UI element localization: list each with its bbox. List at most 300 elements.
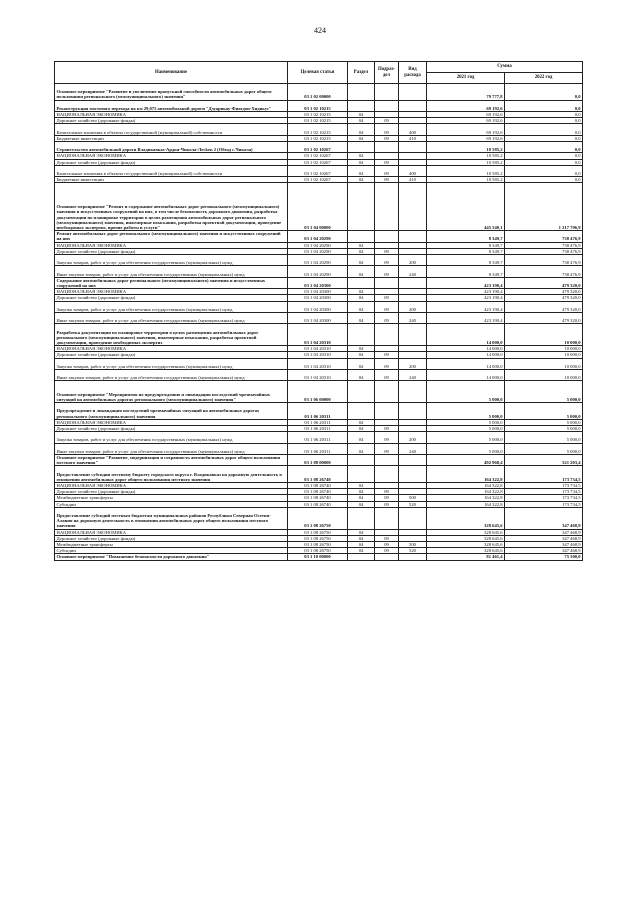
cell-section [348,84,375,101]
table-row [55,231,583,242]
cell-section: 04 [348,352,375,358]
cell-name: Капитальные вложения в объекты государственной (муниципальной) собственности [55,165,288,176]
cell-sum-2021: 8 349,7 [427,242,505,248]
cell-target: 03 1 06 20311 [288,443,348,454]
cell-sum-2022: 173 734,5 [505,482,583,488]
cell-target: 03 1 08 26740 [288,489,348,495]
cell-target: 03 1 04 20290 [288,242,348,248]
cell-sum-2022: 75 500,0 [505,554,583,560]
cell-sum-2022: 0,0 [505,177,583,183]
cell-section: 04 [348,266,375,277]
cell-section: 04 [348,346,375,352]
cell-sum-2021: 328 645,6 [427,507,505,529]
cell-sum-2021: 14 000,0 [427,324,505,346]
cell-section: 04 [348,118,375,124]
cell-target: 03 1 04 20310 [288,358,348,369]
cell-section: 04 [348,153,375,159]
cell-expense-type: 200 [399,301,427,312]
cell-section: 04 [348,432,375,443]
cell-expense-type: 520 [399,501,427,507]
cell-name: Дорожное хозяйство (дорожные фонды) [55,159,288,165]
cell-sum-2021: 5 000,0 [427,419,505,425]
table-row [55,141,583,152]
cell-name: НАЦИОНАЛЬНАЯ ЭКОНОМИКА [55,482,288,488]
cell-sum-2022: 5 000,0 [505,443,583,454]
cell-sum-2022: 0,0 [505,124,583,135]
cell-name: Закупка товаров, работ и услуг для обеспечения государственных (муниципальных) нужд [55,254,288,265]
cell-expense-type [399,141,427,152]
cell-section: 04 [348,295,375,301]
cell-sum-2021: 10 585,2 [427,153,505,159]
cell-sum-2021: 164 322,8 [427,466,505,483]
cell-sum-2021: 5 000,0 [427,443,505,454]
cell-sum-2021: 69 192,6 [427,100,505,111]
cell-target: 03 1 06 20311 [288,419,348,425]
cell-sum-2021: 328 645,6 [427,541,505,547]
cell-subsection: 09 [375,124,399,135]
cell-sum-2021: 328 645,6 [427,529,505,535]
cell-subsection [375,466,399,483]
cell-target: 03 1 04 20310 [288,324,348,346]
cell-sum-2022: 5 000,0 [505,381,583,403]
cell-name: Дорожное хозяйство (дорожные фонды) [55,248,288,254]
cell-target: 03 1 02 10215 [288,111,348,117]
table-row [55,165,583,176]
cell-sum-2022: 173 734,5 [505,489,583,495]
cell-sum-2021: 445 540,1 [427,183,505,231]
cell-subsection: 09 [375,425,399,431]
cell-expense-type [399,100,427,111]
cell-sum-2021: 69 192,6 [427,111,505,117]
cell-sum-2021: 14 000,0 [427,352,505,358]
cell-name: Предоставление субсидий местным бюджетам муниципальных районов Республики Северная Осетия-Алания на дорожную деятельность в отношении автомобильных дорог общего пользования местного значения [55,507,288,529]
cell-section [348,466,375,483]
cell-target: 03 1 04 00000 [288,183,348,231]
cell-sum-2022: 0,0 [505,141,583,152]
cell-name: Дорожное хозяйство (дорожные фонды) [55,118,288,124]
cell-expense-type: 200 [399,254,427,265]
cell-sum-2022: 173 734,5 [505,495,583,501]
cell-target: 03 1 04 20310 [288,352,348,358]
cell-sum-2021: 10 585,2 [427,141,505,152]
cell-target: 03 1 02 10267 [288,177,348,183]
cell-sum-2021: 423 190,4 [427,277,505,288]
cell-section [348,381,375,403]
cell-sum-2022: 347 468,9 [505,548,583,554]
cell-name: Иные закупки товаров, работ и услуг для обеспечения государственных (муниципальных) нужд [55,443,288,454]
cell-sum-2022: 0,0 [505,100,583,111]
cell-name: Иные закупки товаров, работ и услуг для обеспечения государственных (муниципальных) нужд [55,369,288,380]
cell-name: Основное мероприятие "Мероприятия по предупреждению и ликвидации последствий чрезвычайных ситуаций на автомобильных дорогах регионального (межмуниципального) значения" [55,381,288,403]
cell-subsection [375,403,399,420]
cell-sum-2022: 10 000,0 [505,346,583,352]
cell-subsection [375,84,399,101]
table-row [55,554,583,560]
cell-section: 04 [348,529,375,535]
cell-sum-2021: 69 192,6 [427,135,505,141]
cell-subsection: 09 [375,535,399,541]
cell-name: НАЦИОНАЛЬНАЯ ЭКОНОМИКА [55,153,288,159]
cell-sum-2022: 479 320,0 [505,289,583,295]
cell-name: Дорожное хозяйство (дорожные фонды) [55,489,288,495]
cell-subsection: 09 [375,358,399,369]
cell-section: 04 [348,289,375,295]
cell-name: НАЦИОНАЛЬНАЯ ЭКОНОМИКА [55,419,288,425]
cell-sum-2022: 738 476,9 [505,254,583,265]
cell-section [348,554,375,560]
cell-sum-2021: 69 192,6 [427,124,505,135]
cell-target: 03 1 02 10267 [288,165,348,176]
cell-target: 03 1 08 26750 [288,535,348,541]
cell-section: 04 [348,489,375,495]
cell-subsection [375,381,399,403]
cell-expense-type: 400 [399,124,427,135]
cell-expense-type [399,231,427,242]
cell-section: 04 [348,177,375,183]
cell-section: 04 [348,535,375,541]
cell-name: Предоставление субсидии местному бюджету городского округа г. Владикавказ на дорожную деятельность в отношении автомобильных дорог общего пользования местного значения [55,466,288,483]
cell-sum-2022: 173 734,5 [505,501,583,507]
cell-target: 03 1 08 26740 [288,495,348,501]
cell-section [348,231,375,242]
cell-name: НАЦИОНАЛЬНАЯ ЭКОНОМИКА [55,529,288,535]
table-row [55,324,583,346]
cell-target: 03 1 06 20311 [288,425,348,431]
cell-target: 03 1 04 20290 [288,254,348,265]
cell-sum-2022: 738 476,9 [505,248,583,254]
cell-target: 03 1 04 20300 [288,301,348,312]
cell-target: 03 1 06 20311 [288,403,348,420]
cell-name: Бюджетные инвестиции [55,135,288,141]
cell-sum-2022: 738 476,9 [505,242,583,248]
cell-subsection [375,554,399,560]
cell-section: 04 [348,124,375,135]
cell-subsection: 09 [375,541,399,547]
cell-subsection: 09 [375,301,399,312]
cell-name: Основное мероприятие "Развитие, модернизация и сохранность автомобильных дорог общего пользования местного значения" [55,454,288,465]
cell-expense-type [399,183,427,231]
cell-target: 03 1 08 26750 [288,507,348,529]
cell-sum-2022: 347 468,9 [505,541,583,547]
cell-name: Реконструкция мостового перехода на км 29,075 автомобильной дороги "Дзуарикау-Фиагдон-Хидикус" [55,100,288,111]
table-row [55,403,583,420]
table-row [55,381,583,403]
cell-sum-2021: 14 000,0 [427,369,505,380]
cell-expense-type: 200 [399,432,427,443]
cell-section: 04 [348,495,375,501]
cell-subsection: 09 [375,369,399,380]
table-row [55,358,583,369]
cell-subsection: 09 [375,489,399,495]
cell-sum-2022: 0,0 [505,165,583,176]
cell-subsection [375,231,399,242]
cell-sum-2021: 5 000,0 [427,432,505,443]
cell-sum-2021: 8 349,7 [427,248,505,254]
cell-sum-2021: 69 192,6 [427,118,505,124]
table-row [55,124,583,135]
cell-expense-type [399,554,427,560]
cell-section: 04 [348,369,375,380]
table-row [55,432,583,443]
cell-name: Межбюджетные трансферты [55,541,288,547]
cell-target: 03 1 08 26740 [288,466,348,483]
table-row [55,100,583,111]
cell-expense-type: 240 [399,312,427,323]
cell-sum-2022: 173 734,5 [505,466,583,483]
cell-section: 04 [348,443,375,454]
cell-section: 04 [348,312,375,323]
cell-sum-2022: 0,0 [505,159,583,165]
cell-sum-2022: 479 320,0 [505,295,583,301]
cell-sum-2021: 423 190,4 [427,312,505,323]
cell-sum-2022: 347 468,9 [505,507,583,529]
cell-section [348,277,375,288]
cell-target: 03 1 06 00000 [288,381,348,403]
cell-sum-2022: 738 476,9 [505,231,583,242]
header-target: Целевая статья [288,62,348,84]
cell-sum-2022: 479 320,0 [505,301,583,312]
cell-target: 03 1 08 26750 [288,541,348,547]
table-row [55,301,583,312]
cell-section: 04 [348,242,375,248]
cell-expense-type: 240 [399,443,427,454]
cell-sum-2021: 8 349,7 [427,254,505,265]
cell-section: 04 [348,135,375,141]
cell-sum-2021: 423 190,4 [427,295,505,301]
cell-name: Дорожное хозяйство (дорожные фонды) [55,535,288,541]
cell-section: 04 [348,548,375,554]
cell-name: НАЦИОНАЛЬНАЯ ЭКОНОМИКА [55,111,288,117]
cell-expense-type: 410 [399,135,427,141]
cell-sum-2021: 5 000,0 [427,403,505,420]
cell-name: Субсидии [55,548,288,554]
cell-sum-2022: 0,0 [505,84,583,101]
cell-name: Дорожное хозяйство (дорожные фонды) [55,295,288,301]
cell-target: 03 1 04 20300 [288,312,348,323]
cell-target: 03 1 02 10267 [288,159,348,165]
cell-subsection [375,100,399,111]
cell-sum-2022: 10 000,0 [505,369,583,380]
cell-sum-2021: 423 190,4 [427,289,505,295]
cell-sum-2022: 738 476,9 [505,266,583,277]
cell-target: 03 1 08 00000 [288,454,348,465]
header-section: Раздел [348,62,375,84]
cell-section: 04 [348,111,375,117]
cell-target: 03 1 04 20290 [288,248,348,254]
cell-name: Предупреждение и ликвидация последствий чрезвычайных ситуаций на автомобильных дорогах регионального (межмуниципального) значения [55,403,288,420]
cell-section: 04 [348,301,375,312]
header-year-2021: 2021 год [427,73,505,84]
cell-sum-2021: 164 322,8 [427,495,505,501]
table-row [55,183,583,231]
cell-sum-2021: 79 777,8 [427,84,505,101]
cell-expense-type [399,454,427,465]
cell-section: 04 [348,358,375,369]
cell-section [348,403,375,420]
cell-subsection [375,454,399,465]
cell-subsection: 09 [375,254,399,265]
cell-target: 03 1 08 26750 [288,529,348,535]
cell-subsection: 09 [375,548,399,554]
header-year-2022: 2022 год [505,73,583,84]
cell-section [348,324,375,346]
cell-expense-type: 520 [399,548,427,554]
cell-sum-2022: 0,0 [505,118,583,124]
cell-section [348,100,375,111]
cell-name: НАЦИОНАЛЬНАЯ ЭКОНОМИКА [55,346,288,352]
cell-target: 03 1 04 20310 [288,346,348,352]
cell-sum-2021: 14 000,0 [427,346,505,352]
header-sum: Сумма [427,62,583,73]
cell-sum-2022: 5 000,0 [505,403,583,420]
cell-target: 03 1 02 10215 [288,118,348,124]
cell-expense-type: 200 [399,358,427,369]
cell-name: Дорожное хозяйство (дорожные фонды) [55,425,288,431]
cell-name: Межбюджетные трансферты [55,495,288,501]
table-row [55,266,583,277]
cell-target: 03 1 04 20290 [288,266,348,277]
cell-name: Строительство автомобильной дороги Владикавказ-Ардон-Чикола-Лесken 2 (Обход с.Чикола) [55,141,288,152]
cell-expense-type [399,277,427,288]
cell-sum-2021: 492 968,4 [427,454,505,465]
cell-section [348,454,375,465]
cell-subsection: 09 [375,352,399,358]
cell-name: Закупка товаров, работ и услуг для обеспечения государственных (муниципальных) нужд [55,358,288,369]
table-row [55,254,583,265]
table-row [55,84,583,101]
cell-subsection [375,183,399,231]
cell-name: Закупка товаров, работ и услуг для обеспечения государственных (муниципальных) нужд [55,432,288,443]
cell-sum-2022: 10 000,0 [505,324,583,346]
table-body [55,84,583,561]
header-name: Наименование [55,62,288,84]
cell-section: 04 [348,159,375,165]
cell-expense-type: 400 [399,165,427,176]
cell-subsection: 09 [375,495,399,501]
cell-section: 04 [348,425,375,431]
cell-name: Капитальные вложения в объекты государственной (муниципальной) собственности [55,124,288,135]
cell-expense-type [399,507,427,529]
cell-sum-2022: 479 320,0 [505,277,583,288]
cell-expense-type [399,403,427,420]
cell-name: Содержание автомобильных дорог регионального (межмуниципального) значения и искусственных сооружений на них [55,277,288,288]
cell-target: 03 1 02 10267 [288,153,348,159]
cell-section: 04 [348,419,375,425]
cell-sum-2021: 14 000,0 [427,358,505,369]
cell-sum-2021: 328 645,6 [427,535,505,541]
cell-subsection: 09 [375,165,399,176]
cell-name: Основное мероприятие "Развитие и увеличение пропускной способности автомобильных дорог общего пользования регионального (межмуниципального) значения" [55,84,288,101]
cell-section: 04 [348,254,375,265]
cell-sum-2022: 347 468,9 [505,535,583,541]
cell-subsection: 09 [375,312,399,323]
cell-target: 03 1 02 10267 [288,141,348,152]
cell-expense-type [399,84,427,101]
cell-name: Дорожное хозяйство (дорожные фонды) [55,352,288,358]
header-subsection: Подраз-дел [375,62,399,84]
cell-sum-2021: 8 349,7 [427,231,505,242]
cell-section: 04 [348,482,375,488]
cell-sum-2022: 5 000,0 [505,419,583,425]
table-row [55,277,583,288]
cell-subsection [375,507,399,529]
cell-sum-2021: 164 322,8 [427,489,505,495]
cell-sum-2022: 0,0 [505,111,583,117]
cell-target: 03 1 04 20300 [288,289,348,295]
page-number: 424 [314,26,326,35]
cell-name: Разработка документации по планировке территории в целях размещения автомобильных дорог регионального (межмуниципального) значения, инженерные изыскания, разработка проектной документации, проведение необходимых экспертиз [55,324,288,346]
cell-sum-2021: 328 645,6 [427,548,505,554]
cell-section: 04 [348,248,375,254]
cell-name: Основное мероприятие "Ремонт и содержание автомобильных дорог регионального (межмуниципального) значения и искусственных сооружений на них, в том числе безопасность дорожного движения, разработка документации по планировке территории в целях размещения автомобильных дорог регионального (межмуниципального) значения, инженерные изыскания, разработка проектной документации, проведение необходимых экспертиз, прочие работы и услуги" [55,183,288,231]
cell-section [348,507,375,529]
cell-target: 03 1 06 20311 [288,432,348,443]
cell-sum-2022: 1 217 796,9 [505,183,583,231]
table-row [55,312,583,323]
cell-sum-2022: 521 203,4 [505,454,583,465]
cell-target: 03 1 08 26740 [288,501,348,507]
cell-sum-2022: 10 000,0 [505,352,583,358]
cell-sum-2021: 5 000,0 [427,381,505,403]
cell-sum-2022: 347 468,9 [505,529,583,535]
cell-sum-2021: 8 349,7 [427,266,505,277]
cell-expense-type [399,324,427,346]
cell-sum-2022: 5 000,0 [505,425,583,431]
cell-subsection: 09 [375,295,399,301]
table-row [55,466,583,483]
table-row [55,507,583,529]
cell-target: 03 1 02 10215 [288,124,348,135]
cell-target: 03 1 08 26750 [288,548,348,554]
table-row [55,369,583,380]
cell-target: 03 1 04 20290 [288,231,348,242]
budget-table [54,61,583,561]
cell-name: Бюджетные инвестиции [55,177,288,183]
cell-name: Субсидии [55,501,288,507]
cell-section: 04 [348,541,375,547]
cell-expense-type [399,381,427,403]
cell-name: Ремонт автомобильных дорог регионального (межмуниципального) значения и искусственных сооружений на них [55,231,288,242]
cell-sum-2022: 10 000,0 [505,358,583,369]
cell-subsection [375,141,399,152]
cell-name: НАЦИОНАЛЬНАЯ ЭКОНОМИКА [55,289,288,295]
cell-subsection: 09 [375,266,399,277]
cell-section: 04 [348,165,375,176]
cell-subsection [375,277,399,288]
cell-section [348,183,375,231]
cell-target: 03 1 10 00000 [288,554,348,560]
cell-sum-2022: 5 000,0 [505,432,583,443]
cell-subsection: 09 [375,501,399,507]
cell-target: 03 1 02 10215 [288,135,348,141]
cell-target: 03 1 02 00000 [288,84,348,101]
cell-target: 03 1 04 20300 [288,295,348,301]
cell-sum-2022: 0,0 [505,153,583,159]
cell-sum-2021: 164 322,8 [427,482,505,488]
cell-expense-type: 240 [399,266,427,277]
header-expense-type: Вид расхода [399,62,427,84]
cell-subsection: 09 [375,443,399,454]
cell-target: 03 1 04 20310 [288,369,348,380]
table-row [55,454,583,465]
cell-expense-type: 500 [399,495,427,501]
cell-name: Иные закупки товаров, работ и услуг для обеспечения государственных (муниципальных) нужд [55,266,288,277]
cell-target: 03 1 02 10215 [288,100,348,111]
cell-expense-type: 410 [399,177,427,183]
cell-sum-2021: 10 585,2 [427,165,505,176]
cell-name: Закупка товаров, работ и услуг для обеспечения государственных (муниципальных) нужд [55,301,288,312]
cell-sum-2021: 81 461,4 [427,554,505,560]
